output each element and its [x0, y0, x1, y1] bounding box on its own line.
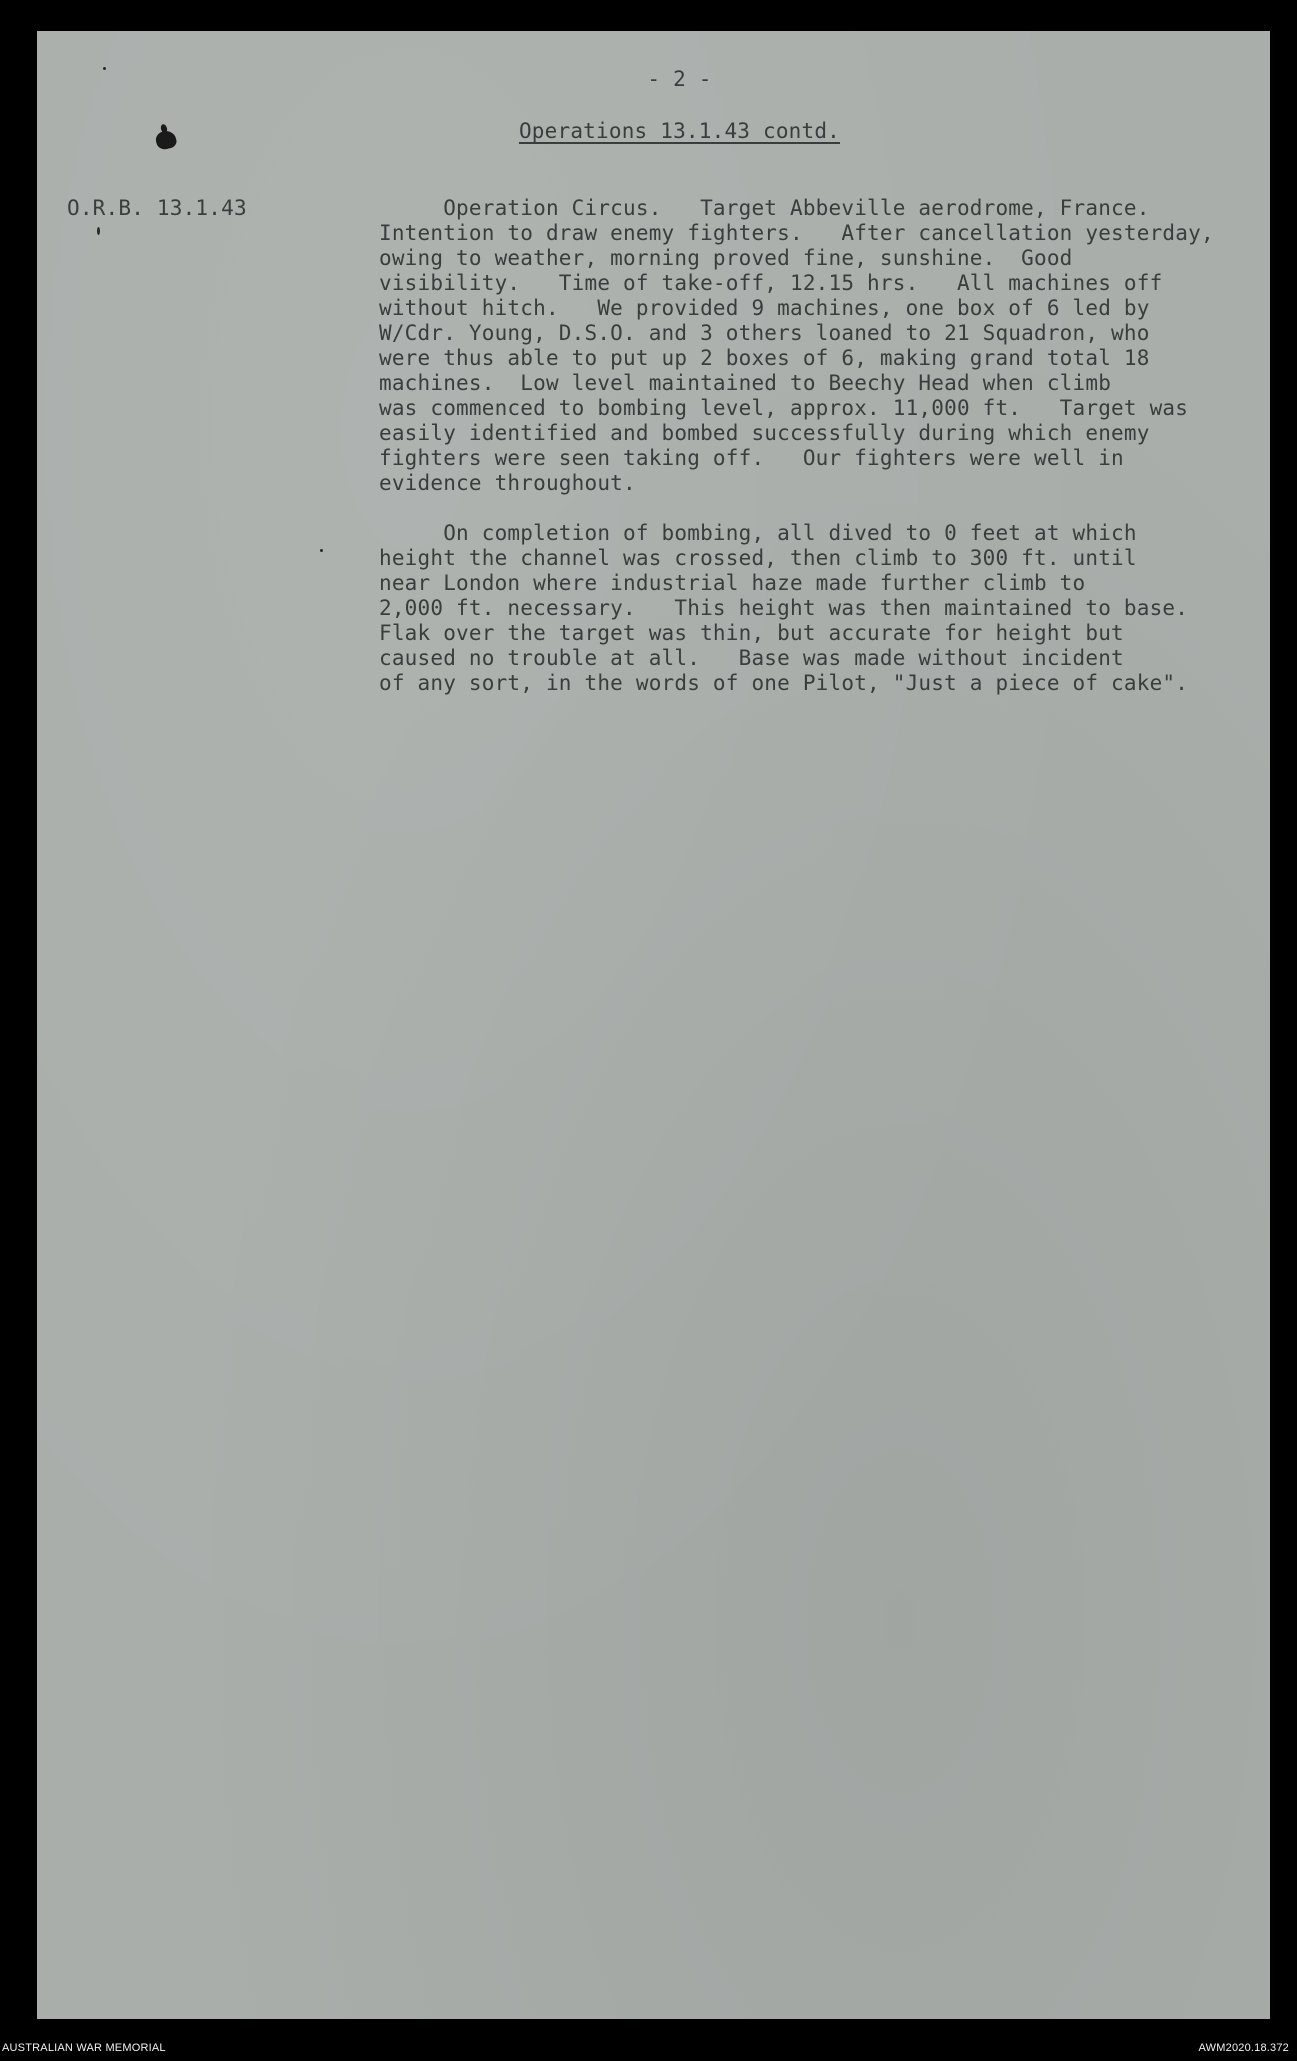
- footer-institution: AUSTRALIAN WAR MEMORIAL: [2, 2042, 166, 2054]
- page-number: - 2 -: [647, 67, 712, 91]
- text-line: evidence throughout.: [379, 471, 636, 495]
- text-line: were thus able to put up 2 boxes of 6, making grand total 18: [379, 346, 1150, 370]
- ink-speck: [320, 549, 323, 552]
- body-text: [379, 196, 1259, 696]
- text-line: Operation Circus. Target Abbeville aerodrome, France.: [379, 196, 1150, 220]
- document-page: [37, 31, 1270, 2019]
- text-line: 2,000 ft. necessary. This height was then maintained to base.: [379, 596, 1189, 620]
- orb-reference: O.R.B. 13.1.43: [67, 196, 247, 220]
- text-line: caused no trouble at all. Base was made without incident: [379, 646, 1124, 670]
- paragraph: [379, 521, 1259, 696]
- text-line: On completion of bombing, all dived to 0 feet at which: [379, 521, 1137, 545]
- text-line: visibility. Time of take-off, 12.15 hrs. All machines off: [379, 271, 1163, 295]
- page-heading: Operations 13.1.43 contd.: [518, 119, 841, 143]
- text-line: W/Cdr. Young, D.S.O. and 3 others loaned to 21 Squadron, who: [379, 321, 1150, 345]
- text-line: of any sort, in the words of one Pilot, "Just a piece of cake".: [379, 671, 1189, 695]
- text-line: was commenced to bombing level, approx. 11,000 ft. Target was: [379, 396, 1189, 420]
- text-line: fighters were seen taking off. Our fighters were well in: [379, 446, 1124, 470]
- paragraph: [379, 196, 1259, 496]
- text-line: Intention to draw enemy fighters. After cancellation yesterday,: [379, 221, 1214, 245]
- text-line: without hitch. We provided 9 machines, one box of 6 led by: [379, 296, 1150, 320]
- text-line: easily identified and bombed successfully during which enemy: [379, 421, 1150, 445]
- text-line: owing to weather, morning proved fine, sunshine. Good: [379, 246, 1073, 270]
- text-line: Flak over the target was thin, but accurate for height but: [379, 621, 1124, 645]
- ink-speck: [97, 227, 100, 235]
- text-line: height the channel was crossed, then climb to 300 ft. until: [379, 546, 1137, 570]
- footer-accession-number: AWM2020.18.372: [1198, 2042, 1289, 2054]
- text-line: machines. Low level maintained to Beechy Head when climb: [379, 371, 1112, 395]
- text-line: near London where industrial haze made further climb to: [379, 571, 1086, 595]
